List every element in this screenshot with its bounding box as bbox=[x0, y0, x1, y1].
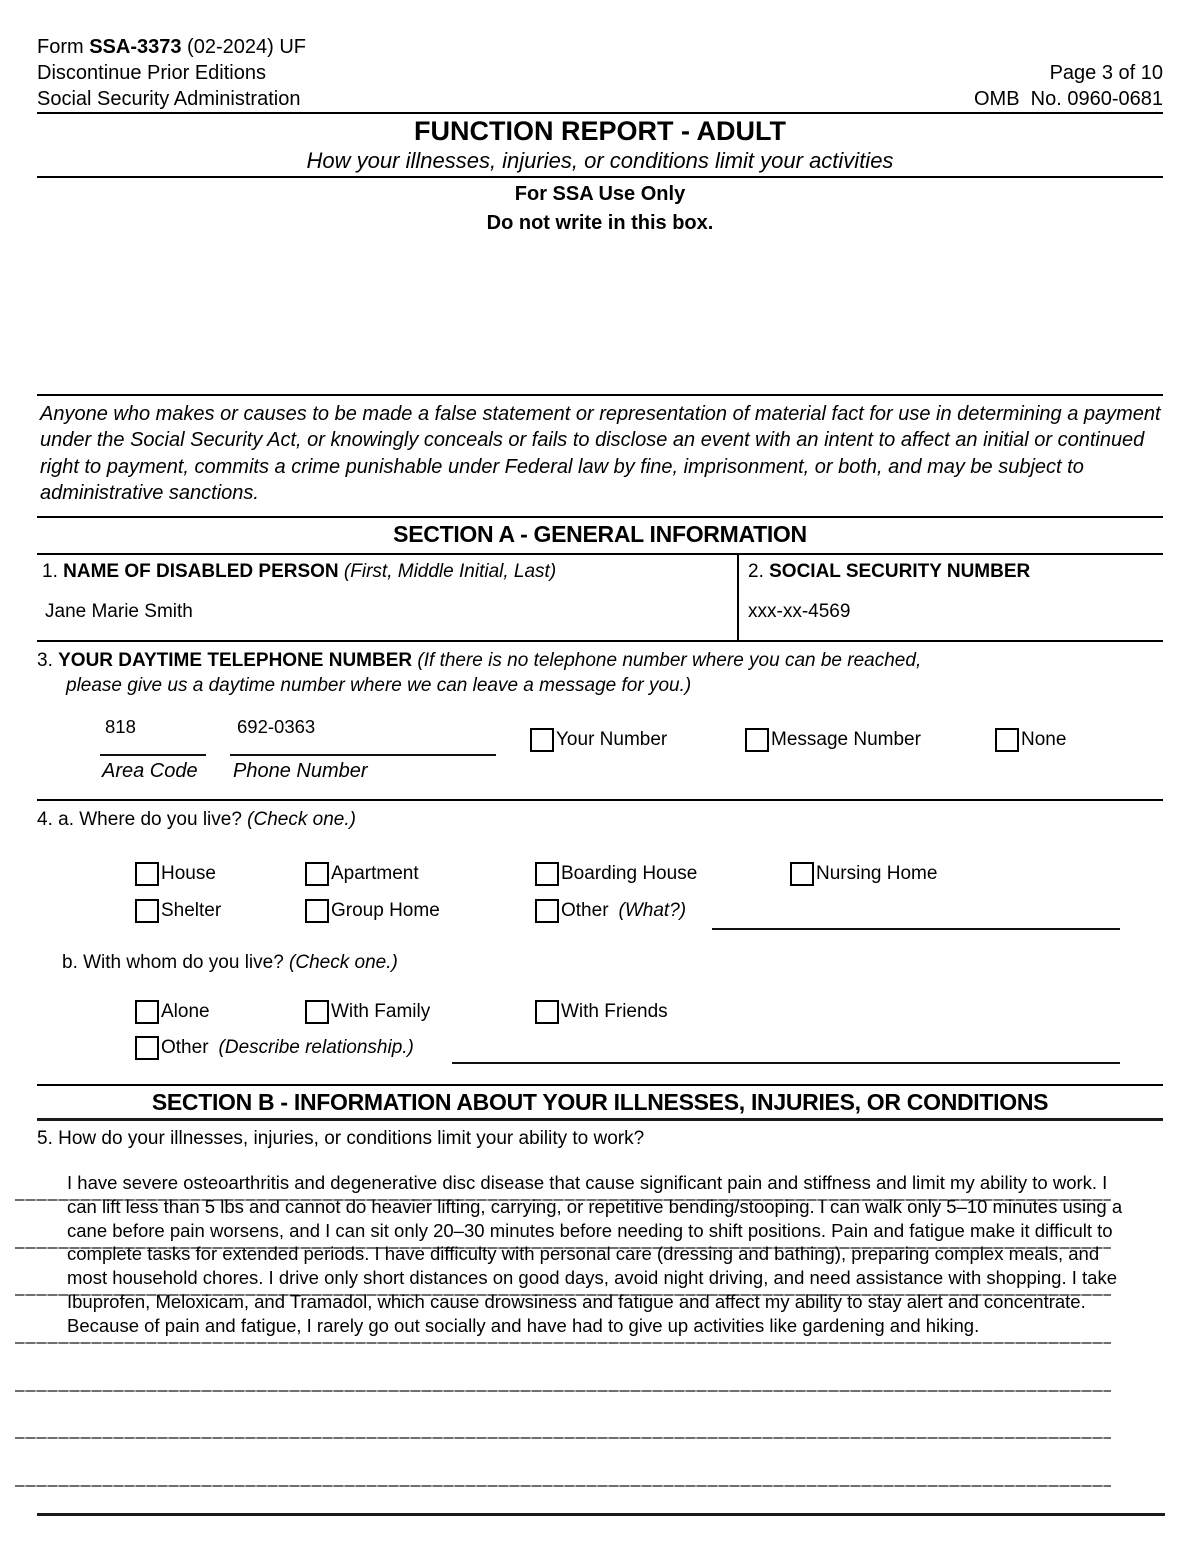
q4b-label-text: b. With whom do you live? bbox=[62, 952, 290, 973]
option-shelter[interactable] bbox=[135, 899, 221, 923]
ssa-do-not-write-label: Do not write in this box. bbox=[486, 212, 714, 234]
q3-label bbox=[37, 649, 921, 672]
q1-name-field[interactable]: Jane Marie Smith bbox=[45, 601, 193, 622]
q2-ssn-field[interactable]: xxx-xx-4569 bbox=[748, 601, 851, 622]
table-column-divider bbox=[737, 553, 739, 641]
q1-hint: (First, Middle Initial, Last) bbox=[338, 561, 557, 582]
area-code-field[interactable]: 818 bbox=[105, 716, 136, 737]
option-alone[interactable] bbox=[135, 1000, 210, 1024]
area-code-label: Area Code bbox=[102, 760, 198, 782]
shelter-label: Shelter bbox=[161, 900, 222, 921]
option-apartment[interactable] bbox=[305, 862, 419, 886]
with-family-label: With Family bbox=[331, 1001, 431, 1022]
q1-label-text: NAME OF DISABLED PERSON bbox=[63, 561, 339, 582]
q3-hint-line2: please give us a daytime number where we can leave a message for you.) bbox=[66, 675, 692, 696]
group-home-checkbox[interactable] bbox=[305, 899, 329, 923]
message-number-checkbox[interactable] bbox=[745, 728, 769, 752]
option-with-family[interactable] bbox=[305, 1000, 430, 1024]
other-residence-checkbox[interactable] bbox=[535, 899, 559, 923]
penalty-notice: Anyone who makes or causes to be made a false statement or representation of material fact for use in determining a payment under the Social Security Act, or knowingly conceals or fails to disclose an event with an intent to affect an initial or continued right to payment, commits a crime punishable under Federal law by fine, imprisonment, or both, and may be subject to administrative sanctions. bbox=[40, 403, 1161, 505]
alone-label: Alone bbox=[161, 1001, 210, 1022]
form-id-prefix: Form bbox=[37, 36, 90, 58]
answer-rule-line[interactable] bbox=[15, 1437, 1111, 1439]
house-label: House bbox=[161, 863, 216, 884]
form-number: SSA-3373 bbox=[89, 36, 182, 58]
with-friends-label: With Friends bbox=[561, 1001, 668, 1022]
table-top-border bbox=[37, 553, 1163, 555]
q2-label bbox=[748, 560, 1030, 583]
q4b-label bbox=[62, 951, 398, 974]
your-number-label: Your Number bbox=[556, 729, 668, 750]
option-with-friends[interactable] bbox=[535, 1000, 668, 1024]
message-number-label: Message Number bbox=[771, 729, 921, 750]
option-other-residence[interactable] bbox=[535, 899, 686, 923]
q4b-hint: (Check one.) bbox=[289, 952, 398, 973]
q4a-label-text: 4. a. Where do you live? bbox=[37, 809, 248, 830]
divider-section-b-bottom bbox=[37, 1118, 1163, 1121]
divider-section-a-top bbox=[37, 516, 1163, 518]
other-relationship-checkbox[interactable] bbox=[135, 1036, 159, 1060]
group-home-label: Group Home bbox=[331, 900, 440, 921]
phone-number-field[interactable]: 692-0363 bbox=[237, 716, 316, 737]
phone-number-underline[interactable] bbox=[230, 754, 496, 756]
boarding-house-label: Boarding House bbox=[561, 863, 698, 884]
q3-hint-line1: (If there is no telephone number where you can be reached, bbox=[412, 650, 922, 671]
apartment-label: Apartment bbox=[331, 863, 419, 884]
apartment-checkbox[interactable] bbox=[305, 862, 329, 886]
answer-rule-line[interactable] bbox=[15, 1390, 1111, 1392]
section-a-title: SECTION A - GENERAL INFORMATION bbox=[393, 521, 807, 547]
q1-number: 1. bbox=[42, 561, 64, 582]
page-number: Page 3 of 10 bbox=[1049, 62, 1163, 84]
option-message-number[interactable] bbox=[745, 728, 921, 752]
divider-section-b-top bbox=[37, 1084, 1163, 1086]
form-id-line bbox=[37, 35, 306, 60]
nursing-home-checkbox[interactable] bbox=[790, 862, 814, 886]
other-residence-hint: (What?) bbox=[618, 900, 687, 921]
divider-subtitle bbox=[37, 176, 1163, 178]
answer-rule-line[interactable] bbox=[15, 1342, 1111, 1344]
other-residence-label: Other bbox=[561, 900, 609, 921]
area-code-underline[interactable] bbox=[100, 754, 206, 756]
other-relationship-underline[interactable] bbox=[452, 1062, 1120, 1064]
boarding-house-checkbox[interactable] bbox=[535, 862, 559, 886]
option-your-number[interactable] bbox=[530, 728, 667, 752]
alone-checkbox[interactable] bbox=[135, 1000, 159, 1024]
with-family-checkbox[interactable] bbox=[305, 1000, 329, 1024]
form-id-suffix: (02-2024) UF bbox=[181, 36, 306, 58]
option-other-relationship[interactable] bbox=[135, 1036, 414, 1060]
answer-rule-line[interactable] bbox=[15, 1485, 1111, 1487]
none-checkbox[interactable] bbox=[995, 728, 1019, 752]
q5-answer-field[interactable]: I have severe osteoarthritis and degenerative disc disease that cause significant pain and stiffness and limit my ability to work. I can lift less than 5 lbs and cannot do heavier lifting, carrying, or repetitive bending/stooping. I can walk only 5–10 minutes using a cane before pain worsens, and I can sit only 20–30 minutes before needing to shift positions. Pain and fatigue make it difficult to complete tasks for extended periods. I have difficulty with personal care (dressing and bathing), preparing complex meals, and most household chores. I drive only short distances on good days, avoid night driving, and need assistance with shopping. I take Ibuprofen, Meloxicam, and Tramadol, which cause drowsiness and fatigue and affect my ability to stay alert and concentrate. Because of pain and fatigue, I rarely go out socially and have had to give up activities like gardening and hiking. bbox=[67, 1172, 1123, 1336]
q1-label bbox=[42, 560, 556, 583]
q2-number: 2. bbox=[748, 561, 770, 582]
option-group-home[interactable] bbox=[305, 899, 440, 923]
other-relationship-label: Other bbox=[161, 1037, 209, 1058]
discontinue-note: Discontinue Prior Editions bbox=[37, 62, 266, 84]
shelter-checkbox[interactable] bbox=[135, 899, 159, 923]
q4a-label bbox=[37, 808, 356, 831]
divider-q3-bottom bbox=[37, 799, 1163, 801]
omb-number: OMB No. 0960-0681 bbox=[974, 88, 1163, 110]
phone-number-label: Phone Number bbox=[233, 760, 368, 782]
none-label: None bbox=[1021, 729, 1067, 750]
with-friends-checkbox[interactable] bbox=[535, 1000, 559, 1024]
page-title: FUNCTION REPORT - ADULT bbox=[414, 116, 786, 146]
agency-name: Social Security Administration bbox=[37, 88, 301, 110]
q3-number: 3. bbox=[37, 650, 59, 671]
ssa-use-only-box bbox=[37, 240, 1163, 390]
q3-label-text: YOUR DAYTIME TELEPHONE NUMBER bbox=[58, 650, 413, 671]
divider-notice-top bbox=[37, 394, 1163, 396]
ssa-use-only-label: For SSA Use Only bbox=[514, 183, 686, 205]
option-none[interactable] bbox=[995, 728, 1066, 752]
q2-label-text: SOCIAL SECURITY NUMBER bbox=[769, 561, 1031, 582]
option-boarding-house[interactable] bbox=[535, 862, 697, 886]
your-number-checkbox[interactable] bbox=[530, 728, 554, 752]
house-checkbox[interactable] bbox=[135, 862, 159, 886]
other-residence-underline[interactable] bbox=[712, 928, 1120, 930]
divider-header bbox=[37, 112, 1163, 114]
other-relationship-hint: (Describe relationship.) bbox=[218, 1037, 414, 1058]
option-house[interactable] bbox=[135, 862, 216, 886]
section-b-title: SECTION B - INFORMATION ABOUT YOUR ILLNESSES, INJURIES, OR CONDITIONS bbox=[151, 1089, 1049, 1115]
option-nursing-home[interactable] bbox=[790, 862, 937, 886]
q5-label: 5. How do your illnesses, injuries, or conditions limit your ability to work? bbox=[37, 1128, 645, 1149]
table-bottom-border bbox=[37, 640, 1163, 642]
page-bottom-border bbox=[37, 1513, 1165, 1516]
q4a-hint: (Check one.) bbox=[247, 809, 356, 830]
nursing-home-label: Nursing Home bbox=[816, 863, 938, 884]
page-subtitle: How your illnesses, injuries, or conditions limit your activities bbox=[306, 148, 894, 173]
